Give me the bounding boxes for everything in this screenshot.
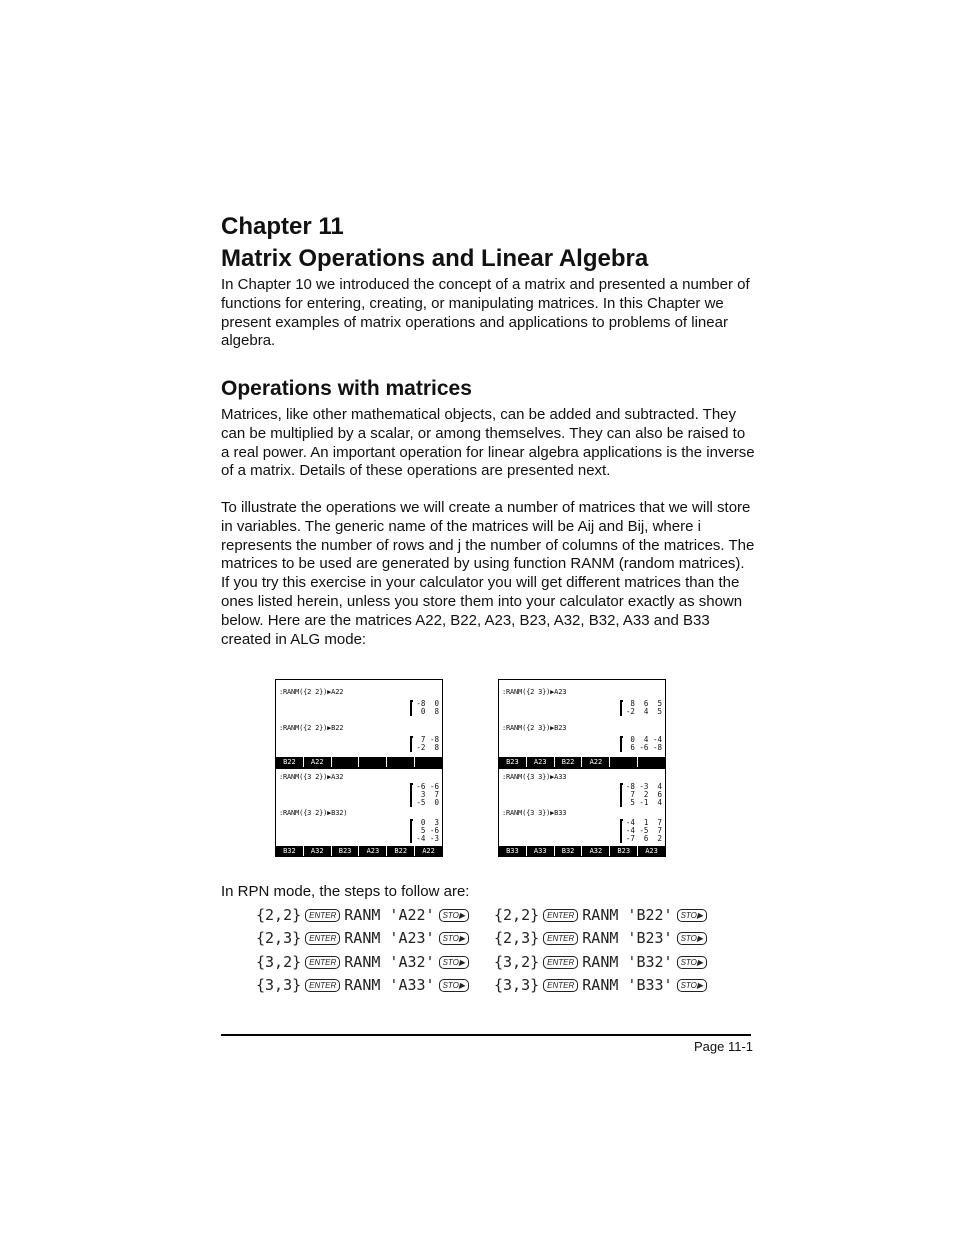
matrix-row: 3 7 [416,790,439,799]
rpn-command: RANM 'A23' [344,929,435,947]
rpn-command: RANM 'B23' [582,929,673,947]
matrix-row: 7 -8 [416,735,439,744]
matrix-row: -4 -5 7 [625,826,662,835]
rpn-command: RANM 'B22' [582,906,673,924]
matrix-row: -7 6 2 [625,834,662,843]
menu-key[interactable] [387,757,415,767]
rpn-command: RANM 'B32' [582,953,673,971]
screen-command: :RANM({3 3})▶A33 [502,773,567,781]
sto-key-icon: STO▶ [677,956,707,969]
matrix-a32 [410,783,439,807]
menu-key[interactable]: A33 [527,846,555,856]
enter-key-icon: ENTER [305,956,340,969]
menu-key[interactable]: A32 [304,846,332,856]
rpn-dims: {3,3} [494,976,540,994]
section-paragraph-2: To illustrate the operations we will create a number of matrices that we will store in variables. The generic name of the matrices will be Aij and Bij, where i represents the number of rows and j the number of columns of the matrices. The matrices to be used are generated by using function RANM (random matrices). If you try this exercise in your calculator you will get different matrices than the ones listed herein, unless you store them into your calculator exactly as shown below. Here are the matrices A22, B22, A23, B23, A32, B32, A33 and B33 created in ALG mode: [221,499,755,648]
screen-command: :RANM({3 3})▶B33 [502,809,567,817]
rpn-step-right [494,953,707,971]
chapter-intro: In Chapter 10 we introduced the concept of a matrix and presented a number of functions for entering, creating, or manipulating matrices. In this Chapter we present examples of matrix operations and applications to problems of linear algebra. [221,276,750,350]
sto-key-icon: STO▶ [439,909,469,922]
chapter-name: Matrix Operations and Linear Algebra [221,245,649,272]
screen-command: :RANM({3 2})▶B32) [279,809,348,817]
sto-key-icon: STO▶ [439,956,469,969]
chapter-title [221,211,781,275]
screen-command: :RANM({2 3})▶A23 [502,688,567,696]
rpn-command: RANM 'A32' [344,953,435,971]
soft-menu [499,846,665,856]
rpn-command: RANM 'A33' [344,976,435,994]
rpn-command: RANM 'A22' [344,906,435,924]
rpn-dims: {3,2} [256,953,302,971]
matrix-row: 7 2 6 [625,790,662,799]
soft-menu [276,846,442,856]
matrix-row: 8 6 5 [625,699,662,708]
calculator-screen-a22-b22 [275,679,443,768]
matrix-row: -4 -3 [416,834,439,843]
rpn-command: RANM 'B33' [582,976,673,994]
menu-key[interactable] [332,757,360,767]
matrix-row: 0 8 [416,707,439,716]
rpn-step-left [256,929,469,947]
enter-key-icon: ENTER [305,979,340,992]
rpn-dims: {3,2} [494,953,540,971]
rpn-dims: {2,2} [494,906,540,924]
enter-key-icon: ENTER [543,932,578,945]
enter-key-icon: ENTER [305,909,340,922]
menu-key[interactable]: A23 [359,846,387,856]
menu-key[interactable]: A23 [645,847,658,855]
menu-key[interactable]: A23 [527,757,555,767]
page-number: Page 11-1 [694,1039,754,1054]
sto-key-icon: STO▶ [439,979,469,992]
matrix-row: 0 3 [416,818,439,827]
enter-key-icon: ENTER [543,956,578,969]
matrix-row: -4 1 7 [625,818,662,827]
screen-command: :RANM({2 2})▶B22 [279,724,344,732]
matrix-a33 [620,783,662,807]
menu-key[interactable]: A22 [422,847,435,855]
rpn-dims: {2,2} [256,906,302,924]
rpn-dims: {2,3} [256,929,302,947]
matrix-b23 [620,736,662,752]
matrix-row: 0 4 -4 [625,735,662,744]
sto-key-icon: STO▶ [439,932,469,945]
rpn-step-left [256,906,469,924]
enter-key-icon: ENTER [305,932,340,945]
matrix-row: -8 -3 4 [625,782,662,791]
menu-key[interactable]: B22 [276,757,304,767]
screen-command: :RANM({2 2})▶A22 [279,688,344,696]
chapter-number: Chapter 11 [221,213,344,240]
matrix-a23 [620,700,662,716]
calculator-screen-a23-b23 [498,679,666,768]
screen-command: :RANM({2 3})▶B23 [502,724,567,732]
matrix-row: -8 0 [416,699,439,708]
sto-key-icon: STO▶ [677,932,707,945]
enter-key-icon: ENTER [543,909,578,922]
sto-key-icon: STO▶ [677,979,707,992]
matrix-row: -2 8 [416,743,439,752]
soft-menu [276,757,442,767]
section-paragraph-1: Matrices, like other mathematical objects, can be added and subtracted. They can be multiplied by a scalar, or among themselves. They can also be raised to a real power. An important operation for linear algebra applications is the inverse of a matrix. Details of these operations are presented next. [221,406,755,480]
menu-key[interactable]: B23 [499,757,527,767]
menu-key[interactable]: B32 [276,846,304,856]
rpn-step-left [256,953,469,971]
section-title: Operations with matrices [221,377,472,400]
menu-key[interactable] [359,757,387,767]
matrix-row: -5 0 [416,798,439,807]
rpn-intro: In RPN mode, the steps to follow are: [221,883,470,900]
menu-key[interactable]: B23 [610,846,638,856]
enter-key-icon: ENTER [543,979,578,992]
rpn-step-right [494,976,707,994]
calculator-screen-a33-b33 [498,768,666,857]
menu-key[interactable]: B23 [332,846,360,856]
rpn-dims: {3,3} [256,976,302,994]
rpn-dims: {2,3} [494,929,540,947]
matrix-a22 [410,700,439,716]
menu-key[interactable]: A32 [582,846,610,856]
screen-command: :RANM({3 2})▶A32 [279,773,344,781]
rpn-step-right [494,929,707,947]
menu-key[interactable]: B33 [499,846,527,856]
menu-key[interactable]: B32 [555,846,583,856]
calculator-screen-a32-b32 [275,768,443,857]
footer-rule [221,1034,751,1036]
matrix-row: -6 -6 [416,782,439,791]
matrix-b32 [410,819,439,843]
menu-key[interactable] [638,757,665,767]
menu-key[interactable] [415,757,442,767]
matrix-row: 5 -6 [416,826,439,835]
menu-key[interactable]: A22 [304,757,332,767]
matrix-row: 5 -1 4 [625,798,662,807]
matrix-row: -2 4 5 [625,707,662,716]
menu-key[interactable] [610,757,638,767]
sto-key-icon: STO▶ [677,909,707,922]
matrix-row: 6 -6 -8 [625,743,662,752]
rpn-step-left [256,976,469,994]
soft-menu [499,757,665,767]
menu-key[interactable]: B22 [387,846,415,856]
rpn-step-right [494,906,707,924]
menu-key[interactable]: B22 [555,757,583,767]
matrix-b22 [410,736,439,752]
matrix-b33 [620,819,662,843]
menu-key[interactable]: A22 [582,757,610,767]
